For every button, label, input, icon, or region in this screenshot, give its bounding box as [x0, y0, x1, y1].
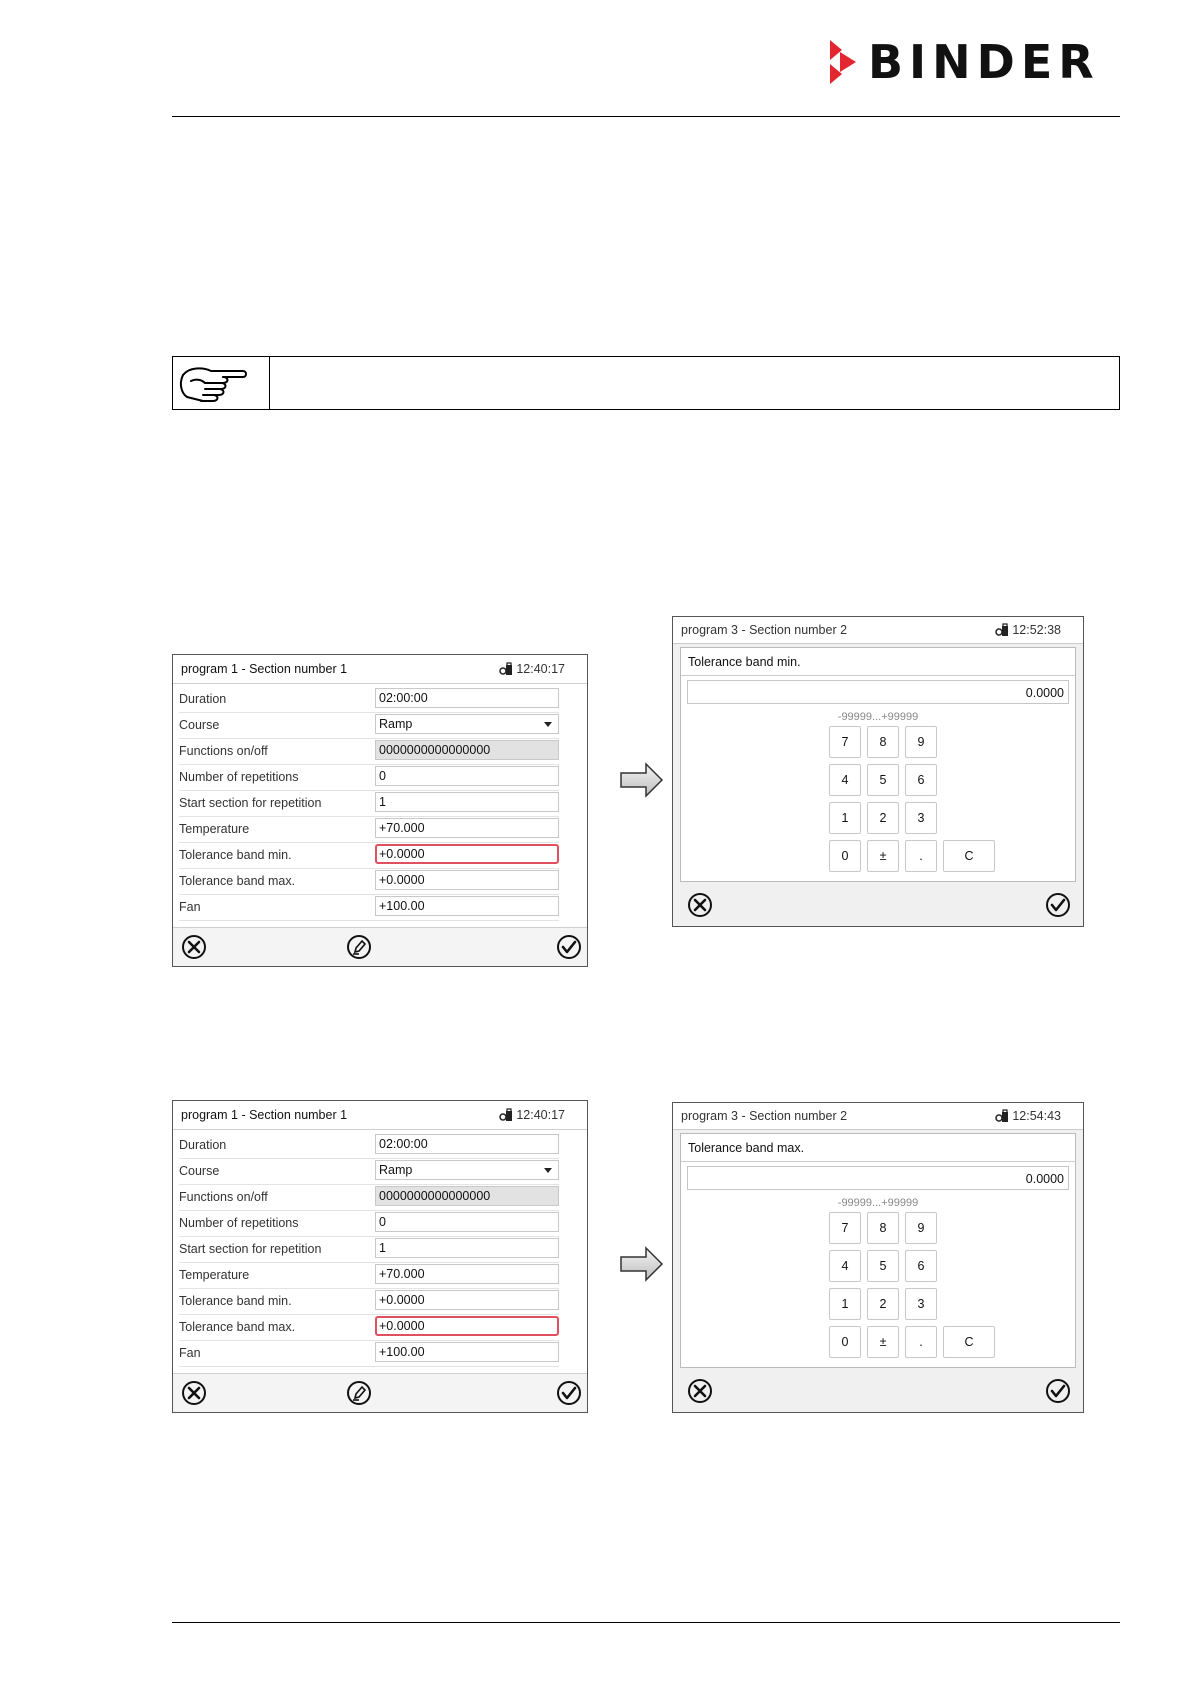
- functions-field[interactable]: 0000000000000000: [375, 1186, 559, 1206]
- functions-field[interactable]: 0000000000000000: [375, 740, 559, 760]
- row-label: Number of repetitions: [179, 770, 299, 784]
- course-value: Ramp: [379, 717, 413, 731]
- key-clear[interactable]: C: [943, 840, 995, 872]
- key-0[interactable]: 0: [829, 1326, 861, 1358]
- row-label: Functions on/off: [179, 744, 268, 758]
- confirm-icon[interactable]: [1045, 1378, 1071, 1404]
- row-repetitions[interactable]: [179, 764, 559, 791]
- key-clear[interactable]: C: [943, 1326, 995, 1358]
- key-lock-icon: [499, 1108, 513, 1122]
- tolerance-min-field[interactable]: +0.0000: [375, 1290, 559, 1310]
- key-plus-minus[interactable]: ±: [867, 1326, 899, 1358]
- row-tolerance-min[interactable]: [179, 842, 559, 869]
- brand-name: BINDER: [868, 35, 1100, 89]
- course-value: Ramp: [379, 1163, 413, 1177]
- row-tolerance-max[interactable]: [179, 868, 559, 895]
- row-label: Functions on/off: [179, 1190, 268, 1204]
- confirm-icon[interactable]: [1045, 892, 1071, 918]
- screen-bottom-bar: [173, 1373, 587, 1412]
- pointing-hand-icon: [173, 357, 269, 409]
- chevron-down-icon: [544, 1168, 552, 1173]
- course-select[interactable]: [375, 1160, 559, 1180]
- edit-icon[interactable]: [346, 934, 372, 960]
- dialog-label: Tolerance band max.: [688, 1141, 805, 1155]
- row-label: Temperature: [179, 822, 250, 836]
- row-label: Tolerance band max.: [179, 874, 296, 888]
- tolerance-min-field[interactable]: +0.0000: [375, 844, 559, 864]
- duration-field[interactable]: 02:00:00: [375, 1134, 559, 1154]
- row-label: Duration: [179, 1138, 227, 1152]
- key-2[interactable]: 2: [867, 802, 899, 834]
- start-section-field[interactable]: 1: [375, 1238, 559, 1258]
- screen-title: program 1 - Section number 1: [181, 1108, 348, 1122]
- key-4[interactable]: 4: [829, 1250, 861, 1282]
- tolerance-max-field[interactable]: +0.0000: [375, 1316, 559, 1336]
- keypad-bottom-bar: [673, 1370, 1083, 1412]
- key-5[interactable]: 5: [867, 1250, 899, 1282]
- cancel-icon[interactable]: [687, 1378, 713, 1404]
- numeric-keypad-screen-1: [672, 616, 1084, 927]
- row-fan[interactable]: [179, 894, 559, 921]
- key-lock-icon: [995, 1109, 1009, 1123]
- key-1[interactable]: 1: [829, 802, 861, 834]
- row-label: Start section for repetition: [179, 796, 322, 810]
- key-1[interactable]: 1: [829, 1288, 861, 1320]
- key-decimal-point[interactable]: .: [905, 840, 937, 872]
- edit-icon[interactable]: [346, 1380, 372, 1406]
- value-input[interactable]: [687, 1166, 1069, 1190]
- row-label: Start section for repetition: [179, 1242, 322, 1256]
- binder-logo: [828, 35, 1128, 89]
- row-start-section[interactable]: [179, 790, 559, 817]
- keypad-bottom-bar: [673, 884, 1083, 926]
- screen-title: program 1 - Section number 1: [181, 662, 348, 676]
- section-edit-screen-1: [172, 654, 588, 967]
- cancel-icon[interactable]: [181, 934, 207, 960]
- screen-bottom-bar: [173, 927, 587, 966]
- keypad-title-bar: [673, 1103, 1083, 1130]
- keypad-screen-title: program 3 - Section number 2: [681, 623, 848, 637]
- row-label: Tolerance band max.: [179, 1320, 296, 1334]
- footer-rule: [172, 1622, 1120, 1623]
- temperature-field[interactable]: +70.000: [375, 818, 559, 838]
- confirm-icon[interactable]: [556, 934, 582, 960]
- key-8[interactable]: 8: [867, 726, 899, 758]
- fan-field[interactable]: +100.00: [375, 1342, 559, 1362]
- row-start-section[interactable]: [179, 1236, 559, 1263]
- key-9[interactable]: 9: [905, 1212, 937, 1244]
- course-select[interactable]: [375, 714, 559, 734]
- screen-title-bar: [173, 655, 587, 684]
- value-range-hint: -99999...+99999: [837, 1197, 919, 1209]
- fan-field[interactable]: +100.00: [375, 896, 559, 916]
- note-icon-cell: [173, 357, 270, 409]
- row-temperature[interactable]: [179, 816, 559, 843]
- row-label: Temperature: [179, 1268, 250, 1282]
- numeric-keypad-screen-2: [672, 1102, 1084, 1413]
- key-plus-minus[interactable]: ±: [867, 840, 899, 872]
- clock-time: 12:54:43: [1012, 1109, 1061, 1123]
- key-8[interactable]: 8: [867, 1212, 899, 1244]
- confirm-icon[interactable]: [556, 1380, 582, 1406]
- key-lock-icon: [499, 662, 513, 676]
- row-course[interactable]: [179, 1158, 559, 1185]
- row-label: Course: [179, 1164, 220, 1178]
- row-functions[interactable]: [179, 1184, 559, 1211]
- row-label: Tolerance band min.: [179, 848, 292, 862]
- clock-time: 12:52:38: [1012, 623, 1061, 637]
- row-course[interactable]: [179, 712, 559, 739]
- binder-logo-mark-icon: [828, 40, 858, 84]
- value-input[interactable]: [687, 680, 1069, 704]
- key-9[interactable]: 9: [905, 726, 937, 758]
- row-label: Fan: [179, 900, 201, 914]
- value-range-hint: -99999...+99999: [837, 711, 919, 723]
- row-duration[interactable]: [179, 1132, 559, 1159]
- clock-time: 12:40:17: [516, 662, 565, 676]
- value-text: 0.0000: [1025, 1172, 1064, 1186]
- row-tolerance-min[interactable]: [179, 1288, 559, 1315]
- row-duration[interactable]: [179, 686, 559, 713]
- clock-time: 12:40:17: [516, 1108, 565, 1122]
- row-label: Fan: [179, 1346, 201, 1360]
- note-box: [172, 356, 1120, 410]
- row-fan[interactable]: [179, 1340, 559, 1367]
- key-decimal-point[interactable]: .: [905, 1326, 937, 1358]
- key-2[interactable]: 2: [867, 1288, 899, 1320]
- dialog-label: Tolerance band min.: [688, 655, 801, 669]
- key-6[interactable]: 6: [905, 1250, 937, 1282]
- row-label: Duration: [179, 692, 227, 706]
- key-0[interactable]: 0: [829, 840, 861, 872]
- screen-title-bar: [173, 1101, 587, 1130]
- start-section-field[interactable]: 1: [375, 792, 559, 812]
- value-entry-dialog: [680, 1133, 1076, 1368]
- temperature-field[interactable]: +70.000: [375, 1264, 559, 1284]
- row-functions[interactable]: [179, 738, 559, 765]
- row-label: Number of repetitions: [179, 1216, 299, 1230]
- keypad-title-bar: [673, 617, 1083, 644]
- row-repetitions[interactable]: [179, 1210, 559, 1237]
- key-5[interactable]: 5: [867, 764, 899, 796]
- key-7[interactable]: 7: [829, 1212, 861, 1244]
- arrow-right-icon: [620, 1246, 664, 1282]
- keypad-screen-title: program 3 - Section number 2: [681, 1109, 848, 1123]
- repetitions-field[interactable]: 0: [375, 1212, 559, 1232]
- row-label: Tolerance band min.: [179, 1294, 292, 1308]
- tolerance-max-field[interactable]: +0.0000: [375, 870, 559, 890]
- key-3[interactable]: 3: [905, 1288, 937, 1320]
- repetitions-field[interactable]: 0: [375, 766, 559, 786]
- duration-field[interactable]: 02:00:00: [375, 688, 559, 708]
- row-tolerance-max[interactable]: [179, 1314, 559, 1341]
- key-lock-icon: [995, 623, 1009, 637]
- divider: [681, 1161, 1075, 1162]
- cancel-icon[interactable]: [181, 1380, 207, 1406]
- key-3[interactable]: 3: [905, 802, 937, 834]
- value-text: 0.0000: [1025, 686, 1064, 700]
- divider: [681, 675, 1075, 676]
- value-entry-dialog: [680, 647, 1076, 882]
- header-rule: [172, 116, 1120, 117]
- key-7[interactable]: 7: [829, 726, 861, 758]
- chevron-down-icon: [544, 722, 552, 727]
- cancel-icon[interactable]: [687, 892, 713, 918]
- key-6[interactable]: 6: [905, 764, 937, 796]
- row-label: Course: [179, 718, 220, 732]
- arrow-right-icon: [620, 762, 664, 798]
- key-4[interactable]: 4: [829, 764, 861, 796]
- section-edit-screen-2: [172, 1100, 588, 1413]
- row-temperature[interactable]: [179, 1262, 559, 1289]
